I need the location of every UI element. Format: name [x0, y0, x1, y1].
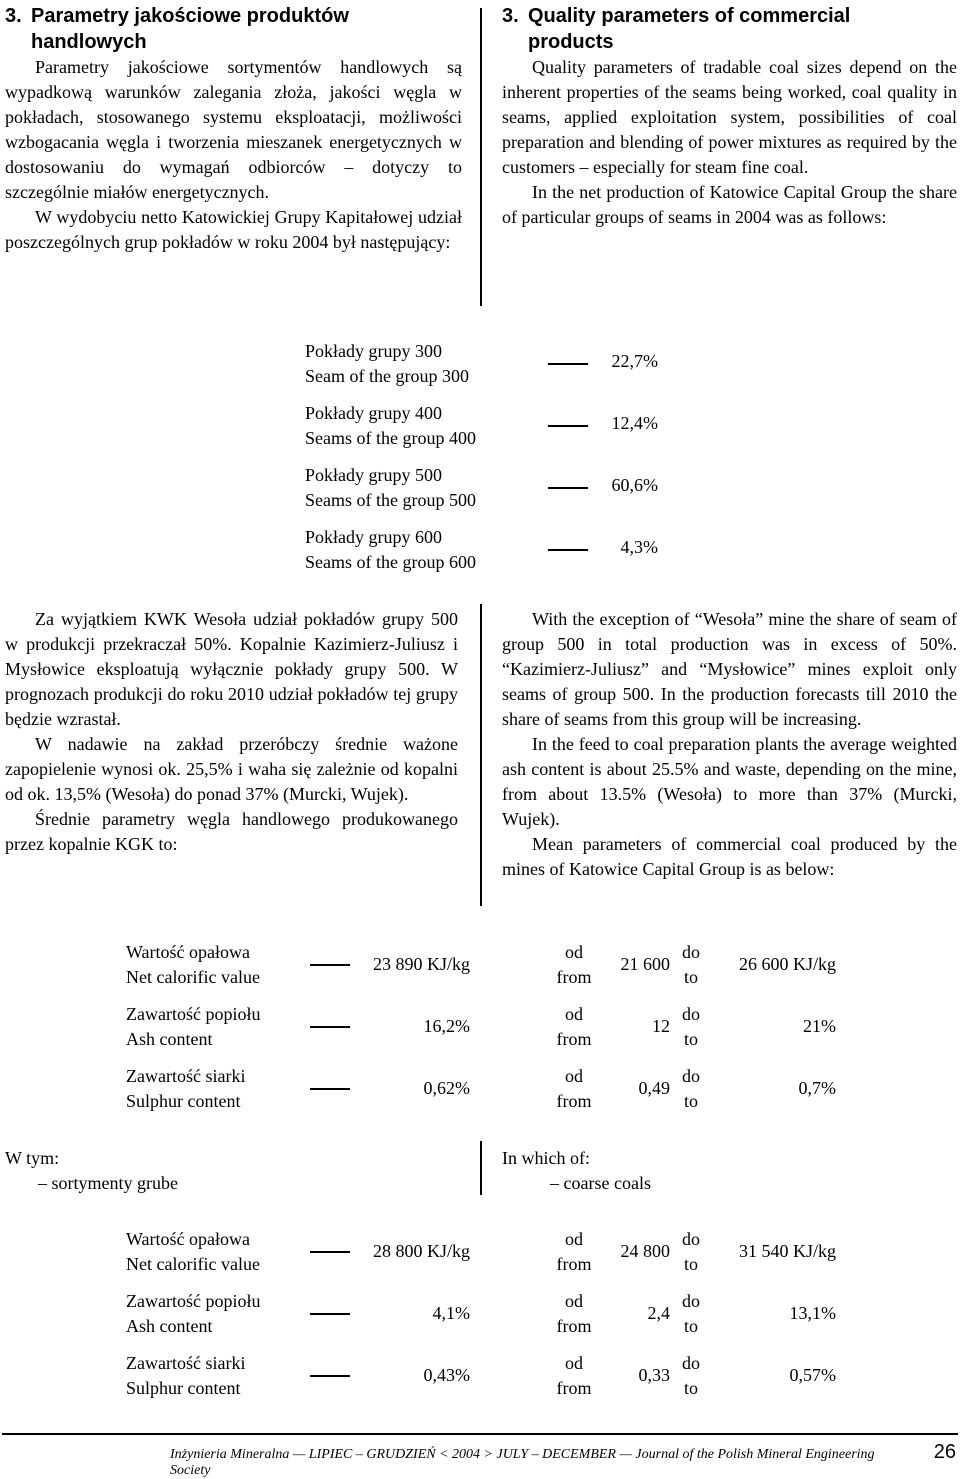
paragraph: With the exception of “Wesoła” mine the share of seam of group 500 in total production was in excess of 50%. “Kazimierz-Juliusz” and “Mysłowice” mines exploit only seams of group 500. In the production forecasts till 2010 the share of seams from this group will be increasing.	[502, 609, 957, 729]
middle-pl	[5, 607, 458, 857]
seam-group-row: Pokłady grupy 600 Seams of the group 600 4,3%	[305, 527, 658, 572]
footer-rule	[2, 1433, 958, 1435]
section-pl	[5, 3, 462, 255]
subset-pl: W tym: – sortymenty grube	[5, 1148, 178, 1193]
paragraph: Parametry jakościowe sortymentów handlowych są wypadkową warunków zalegania złoża, jakości węgla w pokładach, stosowanego systemu eksploatacji, możliwości wzbogacania węgla i tworzenia mieszanek energetycznych w dostosowaniu do wymagań odbiorców – dotyczy to szczególnie miałów energetycznych.	[5, 57, 462, 202]
paragraph: Quality parameters of tradable coal sizes depend on the inherent properties of the seams being worked, coal quality in seams, applied exploitation system, possibilities of coal preparation and blending of power mixtures as required by the customers – especially for steam fine coal.	[502, 57, 957, 177]
dash	[548, 549, 588, 551]
subset-en: In which of: – coarse coals	[502, 1148, 651, 1193]
section-title-pl: 3. Parametry jakościowe produktów handlowych	[5, 5, 349, 53]
quality-row: Zawartość popiołu Ash content 16,2% od from 12 do to 21%	[126, 1004, 836, 1049]
journal-title: Inżynieria Mineralna — LIPIEC – GRUDZIEŃ < 2004 > JULY – DECEMBER — Journal of the Polish Mineral Engineering Society	[170, 1447, 875, 1478]
dash	[548, 487, 588, 489]
seam-group-row: Pokłady grupy 500 Seams of the group 500 60,6%	[305, 465, 658, 510]
section-en	[502, 3, 957, 230]
dash	[310, 964, 350, 966]
column-divider	[480, 8, 482, 306]
paragraph: Mean parameters of commercial coal produced by the mines of Katowice Capital Group is as below:	[502, 834, 957, 879]
seam-group-row: Pokłady grupy 300 Seam of the group 300 22,7%	[305, 341, 658, 386]
column-divider	[480, 1141, 482, 1195]
dash	[310, 1251, 350, 1253]
paragraph: In the net production of Katowice Capital Group the share of particular groups of seams in 2004 was as follows:	[502, 182, 957, 227]
quality-row: Zawartość siarki Sulphur content 0,43% od from 0,33 do to 0,57%	[126, 1353, 836, 1398]
quality-row: Zawartość popiołu Ash content 4,1% od from 2,4 do to 13,1%	[126, 1291, 836, 1336]
column-divider	[480, 604, 482, 906]
dash	[548, 425, 588, 427]
dash	[310, 1088, 350, 1090]
paragraph: W wydobyciu netto Katowickiej Grupy Kapitałowej udział poszczególnych grup pokładów w roku 2004 był następujący:	[5, 207, 462, 252]
dash	[310, 1313, 350, 1315]
dash	[548, 363, 588, 365]
paragraph: W nadawie na zakład przeróbczy średnie ważone zapopielenie wynosi ok. 25,5% i waha się zależnie od kopalni od ok. 13,5% (Wesoła) do ponad 37% (Murcki, Wujek).	[5, 734, 458, 804]
dash	[310, 1375, 350, 1377]
paragraph: Średnie parametry węgla handlowego produkowanego przez kopalnie KGK to:	[5, 809, 458, 854]
quality-row: Wartość opałowa Net calorific value 23 890 KJ/kg od from 21 600 do to 26 600 KJ/kg	[126, 942, 836, 987]
paragraph: Za wyjątkiem KWK Wesoła udział pokładów grupy 500 w produkcji przekraczał 50%. Kopalnie Kazimierz-Juliusz i Mysłowice eksploatują wyłącznie pokłady grupy 500. W prognozach produkcji do roku 2010 udział pokładów tej grupy będzie wzrastał.	[5, 609, 458, 729]
dash	[310, 1026, 350, 1028]
page-number: 26	[933, 1441, 956, 1463]
section-title-en: 3. Quality parameters of commercial products	[502, 5, 851, 53]
seam-group-row: Pokłady grupy 400 Seams of the group 400 12,4%	[305, 403, 658, 448]
middle-en	[502, 607, 957, 882]
quality-row: Zawartość siarki Sulphur content 0,62% od from 0,49 do to 0,7%	[126, 1066, 836, 1111]
quality-row: Wartość opałowa Net calorific value 28 800 KJ/kg od from 24 800 do to 31 540 KJ/kg	[126, 1229, 836, 1274]
paragraph: In the feed to coal preparation plants the average weighted ash content is about 25.5% and waste, depending on the mine, from about 13.5% (Wesoła) to more than 37% (Murcki, Wujek).	[502, 734, 957, 829]
